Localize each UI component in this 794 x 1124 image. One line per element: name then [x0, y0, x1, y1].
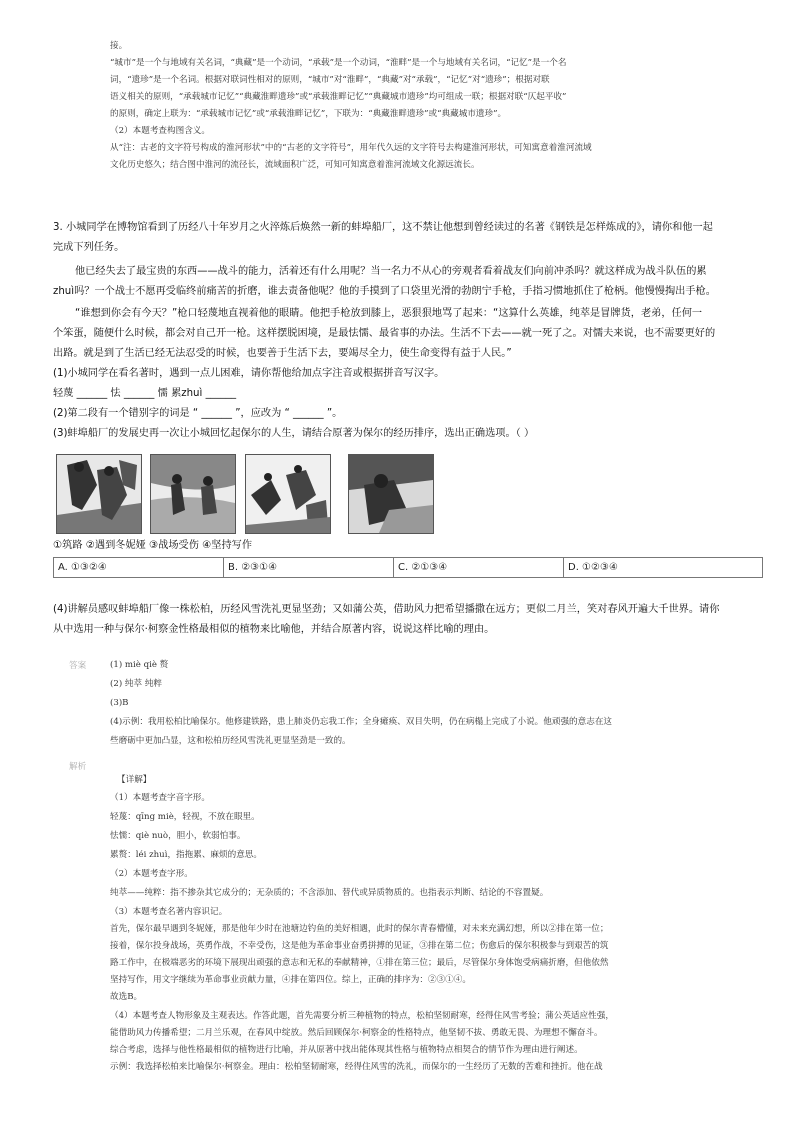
answer-options — [53, 557, 763, 578]
prev-line: “城市”是一个与地域有关名词，“典藏”是一个动词，“承载”是一个动词，“淮畔”是一个与地域有关名词，“记忆”是一个名 — [110, 58, 567, 68]
analysis-line: 坚持写作，用文字继续为革命事业贡献力量，④排在第四位。综上，正确的排序为：②③①④。 — [110, 975, 471, 985]
passage-line: “谁想到你会有今天？”枪口轻蔑地直视着他的眼睛。他把手枪放到膝上，恶狠狠地骂了起来：“这算什么英雄，纯萃是冒牌货，老弟，任何一 — [75, 308, 703, 319]
analysis-line: 综合考虑，选择与他性格最相似的植物进行比喻，并从原著中找出能体现其性格与植物特点相契合的情节作为理由进行阐述。 — [110, 1045, 583, 1055]
analysis-line: 【详解】 — [117, 775, 152, 785]
option-c[interactable]: C. ②①③④ — [394, 558, 564, 577]
analysis-line: 首先，保尔最早遇到冬妮娅，那是他年少时在池塘边钓鱼的美好相遇，此时的保尔青春懵懂，对未来充满幻想，所以②排在第一位； — [110, 924, 609, 934]
illustration-road-building — [56, 454, 142, 534]
analysis-line: 接着，保尔投身战场，英勇作战，不幸受伤，这是他为革命事业奋勇拼搏的见证，③排在第二位；伤愈后的保尔积极参与到艰苦的筑 — [110, 941, 609, 951]
answer-label: 答案 — [69, 661, 87, 671]
passage-line: 个笨蛋，随便什么时候，都会对自己开一枪。这样摆脱困境，是最怯懦、最省事的办法。生活不下去——就一死了之。对懦夫来说，也不需要更好的 — [53, 328, 716, 339]
answer-line: (2) 纯萃 纯粹 — [110, 679, 163, 689]
analysis-line: （3）本题考查名著内容识记。 — [110, 907, 228, 917]
task-1: (1)小城同学在看名著时，遇到一点儿困难，请你帮他给加点字注音或根据拼音写汉字。 — [53, 368, 445, 379]
analysis-line: （2）本题考查字形。 — [110, 869, 193, 879]
analysis-line: 路工作中，在极端恶劣的环境下展现出顽强的意志和无私的奉献精神，①排在第三位；最后，尽管保尔身体饱受病痛折磨，但他依然 — [110, 958, 609, 968]
prev-line: 的原则，确定上联为：“承载城市记忆”或“承载淮畔记忆”，下联为：“典藏淮畔遗珍”或“典藏城市遗珍”。 — [110, 109, 507, 119]
answer-line: (1) miè qiè 赘 — [110, 660, 169, 670]
analysis-line: （1）本题考查字音字形。 — [110, 793, 210, 803]
analysis-line: 怯懦：qiè nuò，胆小，软弱怕事。 — [110, 831, 246, 841]
task-4-line: (4)讲解员感叹蚌埠船厂像一株松柏，历经风雪洗礼更显坚劲；又如蒲公英，借助风力把希望播撒在远方；更似二月兰，笑对春风开遍大千世界。请你 — [53, 604, 720, 615]
analysis-line: 能借助风力传播希望；二月兰乐观，在春风中绽放。然后回顾保尔·柯察金的性格特点，他坚韧不拔、勇敢无畏、为理想不懈奋斗。 — [110, 1028, 603, 1038]
task-1-blanks: 轻蔑 ______ 怯 ______ 懦 累zhuì ______ — [53, 388, 237, 399]
analysis-label: 解析 — [69, 762, 87, 772]
answer-line: (4)示例：我用松柏比喻保尔。他修建铁路，患上肺炎仍忘我工作；全身瘫痪、双目失明，仍在病榻上完成了小说。他顽强的意志在这 — [110, 717, 613, 727]
prev-line: 文化历史悠久；结合图中淮河的流径长，流域面积广泛，可知可知寓意着淮河流域文化源远流长。 — [110, 160, 480, 170]
prev-line: 从“注：古老的文字符号构成的淮河形状”中的“古老的文字符号”，用年代久远的文字符号去构建淮河形状，可知寓意着淮河流域 — [110, 143, 592, 153]
analysis-line: 故选B。 — [110, 992, 143, 1002]
task-2: (2)第二段有一个错别字的词是 “ ______ ”，应改为 “ ______ ”。 — [53, 408, 343, 419]
option-a[interactable]: A. ①③②④ — [54, 558, 224, 577]
answer-block — [110, 657, 750, 752]
prev-line: 语义相关的原则，“承载城市记忆”“典藏淮畔遗珍”或“承载淮畔记忆”“典藏城市遗珍”均可组成一联；根据对联“仄起平收” — [110, 92, 567, 102]
analysis-line: （4）本题考查人物形象及主观表达。作答此题，首先需要分析三种植物的特点，松柏坚韧耐寒，经得住风雪考验；蒲公英适应性强， — [110, 1011, 614, 1021]
analysis-line: 示例：我选择松柏来比喻保尔·柯察金。理由：松柏坚韧耐寒，经得住风雪的洗礼，而保尔的一生经历了无数的苦难和挫折。他在战 — [110, 1062, 603, 1072]
prev-analysis — [110, 38, 750, 188]
analysis-line: 纯萃——纯粹：指不掺杂其它成分的；无杂质的；不含添加、替代或异质物质的。也指表示判断、结论的不容置疑。 — [110, 888, 549, 898]
question-intro: 3. 小城同学在博物馆看到了历经八十年岁月之火淬炼后焕然一新的蚌埠船厂，这不禁让他想到曾经读过的名著《钢铁是怎样炼成的》，请你和他一起 — [53, 222, 713, 233]
passage-line: 出路。就是到了生活已经无法忍受的时候，也要善于生活下去，要竭尽全力，使生命变得有益于人民。” — [53, 348, 512, 359]
task-4 — [53, 600, 773, 644]
illustration-battle-wound — [245, 454, 331, 534]
task-3: (3)蚌埠船厂的发展史再一次让小城回忆起保尔的人生，请结合原著为保尔的经历排序，选出正确选项。（ ） — [53, 428, 535, 439]
prev-line: （2）本题考查构图含义。 — [110, 126, 210, 136]
option-b[interactable]: B. ②③①④ — [224, 558, 394, 577]
prev-line: 接。 — [110, 41, 128, 51]
illustration-writing — [348, 454, 434, 534]
task-4-line: 从中选用一种与保尔·柯察金性格最相似的植物来比喻他，并结合原著内容，说说这样比喻的理由。 — [53, 624, 495, 635]
option-d[interactable]: D. ①②③④ — [568, 562, 618, 573]
passage-line: zhuì吗？一个战士不愿再受临终前痛苦的折磨，谁去责备他呢？他的手摸到了口袋里光滑的勃朗宁手枪，手指习惯地抓住了枪柄。他慢慢掏出手枪。 — [53, 286, 716, 297]
prev-line: 词，“遗珍”是一个名词。根据对联词性相对的原则，“城市”对“淮畔”，“典藏”对“承载”，“记忆”对“遗珍”；根据对联 — [110, 75, 550, 85]
image-labels: ①筑路 ②遇到冬妮娅 ③战场受伤 ④坚持写作 — [53, 540, 253, 551]
question-intro: 完成下列任务。 — [53, 242, 125, 253]
answer-line: (3)B — [110, 698, 129, 708]
passage-line: 他已经失去了最宝贵的东西——战斗的能力，活着还有什么用呢？当一名力不从心的旁观者看着战友们向前冲杀吗？就这样成为战斗队伍的累 — [75, 266, 707, 277]
analysis-block — [110, 772, 750, 1102]
answer-line: 些磨砺中更加凸显，这和松柏历经风雪洗礼更显坚劲是一致的。 — [110, 736, 351, 746]
analysis-line: 累赘：léi zhuì，指拖累、麻烦的意思。 — [110, 850, 262, 860]
analysis-line: 轻蔑：qīng miè，轻视，不放在眼里。 — [110, 812, 260, 822]
illustration-meeting-tonya — [150, 454, 236, 534]
